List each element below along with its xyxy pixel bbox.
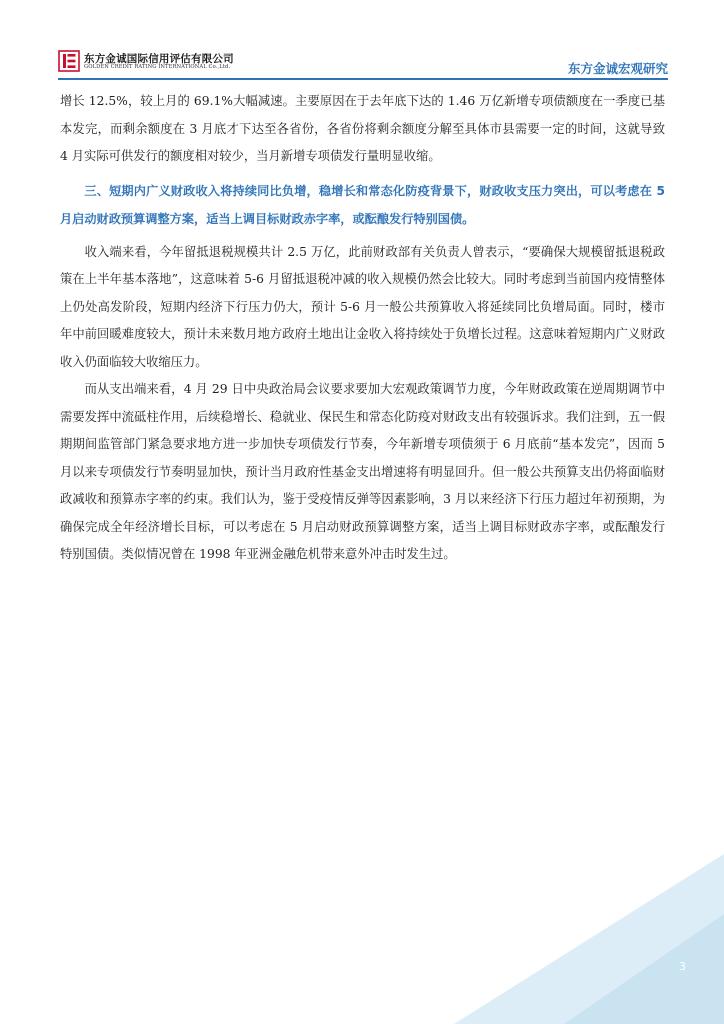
company-logo: [58, 50, 278, 74]
paragraph-continuation: 增长 12.5%，较上月的 69.1%大幅减速。主要原因在于去年底下达的 1.46 万亿新增专项债额度在一季度已基本发完，而剩余额度在 3 月底才下达至各省份，各省份将剩余额度分解至具体市县需要一定的时间，这就导致 4 月实际可供发行的额度相对较少，当月新增专项债发行量明显收缩。: [60, 94, 665, 163]
header-section-title: 东方金诚宏观研究: [567, 61, 668, 76]
header-divider: [58, 78, 668, 80]
logo-company-english-name: GOLDEN CREDIT RATING INTERNATIONAL Co.,Ltd.: [84, 64, 231, 70]
page-number: 3: [679, 960, 686, 973]
logo-company-name: 东方金诚国际信用评估有限公司: [84, 53, 234, 65]
section-heading: 三、短期内广义财政收入将持续同比负增，稳增长和常态化防疫背景下，财政收支压力突出，可以考虑在 5 月启动财政预算调整方案，适当上调目标财政赤字率，或酝酿发行特别国债。: [60, 183, 665, 226]
paragraph-revenue: 收入端来看，今年留抵退税规模共计 2.5 万亿，此前财政部有关负责人曾表示，“要确保大规模留抵退税政策在上半年基本落地”，这意味着 5-6 月留抵退税冲减的收入规模仍然会比较大。同时考虑到当前国内疫情整体上仍处高发阶段，短期内经济下行压力仍大，预计 5-6 月一般公共预算收入将延续同比负增局面。同时，楼市年中前回暖难度较大，预计未来数月地方政府土地出让金收入将持续处于负增长过程。这意味着短期内广义财政收入仍面临较大收缩压力。: [60, 244, 665, 369]
document-body: [60, 88, 665, 569]
corner-decoration: [454, 854, 724, 1024]
page-header: [0, 0, 724, 80]
dongfang-jincheng-logo-icon: [58, 50, 80, 72]
paragraph-expenditure: 而从支出端来看，4 月 29 日中央政治局会议要求要加大宏观政策调节力度，今年财政政策在逆周期调节中需要发挥中流砥柱作用，后续稳增长、稳就业、保民生和常态化防疫对财政支出有较强诉求。我们注到，五一假期期间监管部门紧急要求地方进一步加快专项债发行节奏，今年新增专项债须于 6 月底前“基本发完”，因而 5 月以来专项债发行节奏明显加快，预计当月政府性基金支出增速将有明显回升。但一般公共预算支出仍将面临财政减收和预算赤字率的约束。我们认为，鉴于受疫情反弹等因素影响，3 月以来经济下行压力超过年初预期，为确保完成全年经济增长目标，可以考虑在 5 月启动财政预算调整方案，适当上调目标财政赤字率，或酝酿发行特别国债。类似情况曾在 1998 年亚洲金融危机带来意外冲击时发生过。: [60, 382, 665, 561]
